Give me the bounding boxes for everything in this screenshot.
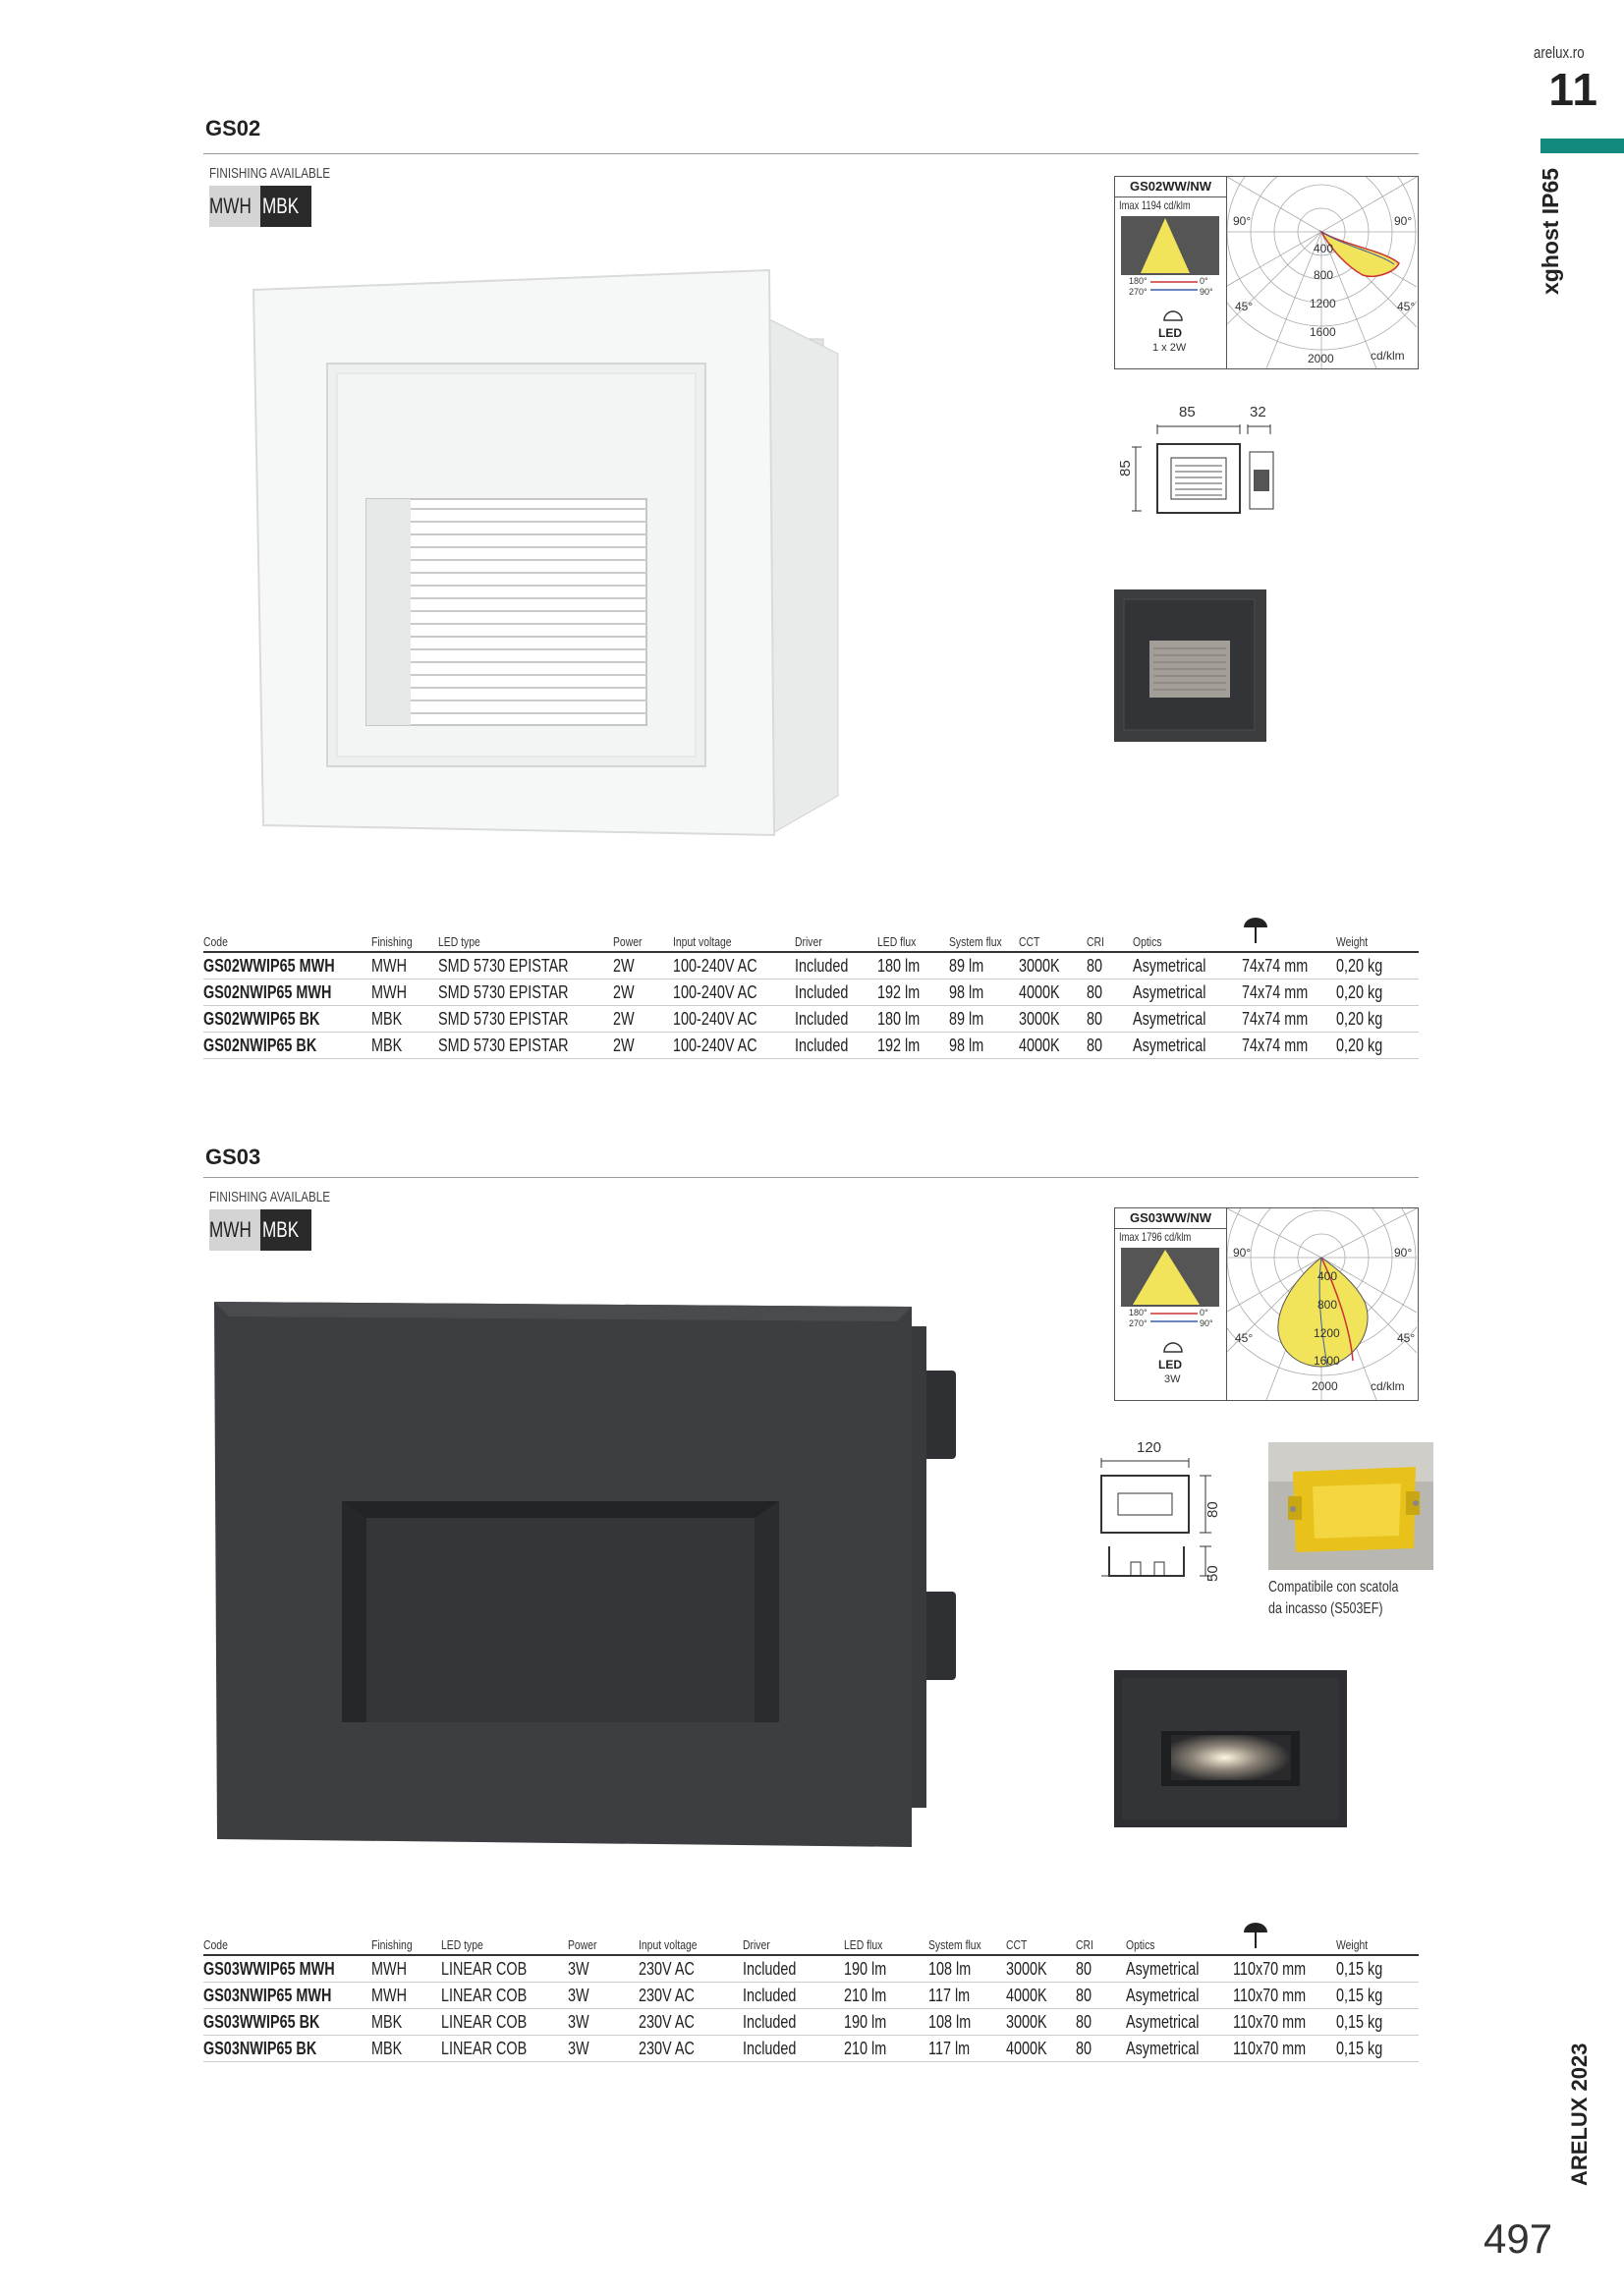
gs02-table-cell: 180 lm bbox=[877, 1006, 949, 1033]
gs02-table-cell: Asymetrical bbox=[1133, 1033, 1242, 1059]
gs02-unit: cd/klm bbox=[1371, 349, 1405, 363]
gs02-legend-b2: 90° bbox=[1200, 287, 1213, 297]
gs03-table-cell: 230V AC bbox=[639, 2009, 743, 2036]
gs02-table-cell: 98 lm bbox=[949, 980, 1019, 1006]
gs03-table-cell: LINEAR COB bbox=[441, 1955, 568, 1983]
gs02-spec-table bbox=[203, 927, 1419, 1059]
gs02-table-cell: 4000K bbox=[1019, 980, 1087, 1006]
gs02-table-cell: MWH bbox=[371, 980, 438, 1006]
gs03-table-cell: LINEAR COB bbox=[441, 2009, 568, 2036]
gs03-col-header: Driver bbox=[743, 1931, 844, 1955]
gs02-product-image bbox=[209, 246, 877, 884]
gs03-legend-b: 270° bbox=[1129, 1318, 1148, 1328]
gs03-table-cell: 117 lm bbox=[928, 2036, 1006, 2062]
gs02-table-cell: 0,20 kg bbox=[1336, 980, 1419, 1006]
gs02-dim-depth: 32 bbox=[1250, 404, 1266, 420]
gs03-angle-90-left: 90° bbox=[1233, 1246, 1252, 1260]
gs03-table-cell: 3000K bbox=[1006, 2009, 1076, 2036]
gs02-table-cell: SMD 5730 EPISTAR bbox=[438, 1033, 614, 1059]
gs02-table-cell: 2W bbox=[613, 952, 673, 980]
gs03-lit-variant-image bbox=[1114, 1670, 1347, 1827]
gs02-legend-a2: 0° bbox=[1200, 276, 1208, 286]
gs03-photometric-code: GS03WW/NW bbox=[1115, 1208, 1226, 1229]
gs02-table-cell: 74x74 mm bbox=[1242, 952, 1336, 980]
gs02-table-row bbox=[203, 1006, 1419, 1033]
gs02-col-header: Input voltage bbox=[673, 927, 795, 952]
gs03-table-cell: 230V AC bbox=[639, 1955, 743, 1983]
gs02-col-header: Driver bbox=[795, 927, 877, 952]
gs02-table-cell: Included bbox=[795, 980, 877, 1006]
gs03-ring-800: 800 bbox=[1317, 1298, 1338, 1312]
gs02-dimension-drawing bbox=[1130, 422, 1277, 516]
gs03-angle-90-right: 90° bbox=[1394, 1246, 1413, 1260]
gs02-product-code: GS02WWIP65 MWH bbox=[203, 952, 371, 980]
gs02-col-header: Finishing bbox=[371, 927, 438, 952]
gs03-table-cell: Included bbox=[743, 1983, 844, 2009]
gs03-col-header: LED type bbox=[441, 1931, 568, 1955]
gs02-ring-1200: 1200 bbox=[1310, 297, 1336, 310]
gs03-col-header bbox=[1233, 1931, 1337, 1955]
gs02-led-label: LED bbox=[1158, 326, 1182, 340]
gs02-imax: Imax 1194 cd/klm bbox=[1119, 198, 1191, 212]
gs03-table-cell: 80 bbox=[1076, 1983, 1126, 2009]
gs02-ring-800: 800 bbox=[1314, 268, 1334, 282]
gs02-col-header: CCT bbox=[1019, 927, 1087, 952]
gs02-table-row bbox=[203, 952, 1419, 980]
gs03-box-caption-line1: Compatibile con scatola bbox=[1268, 1579, 1399, 1596]
gs03-col-header: Power bbox=[568, 1931, 639, 1955]
gs02-table-cell: Included bbox=[795, 1033, 877, 1059]
gs03-angle-45-right: 45° bbox=[1397, 1331, 1416, 1345]
gs03-table-cell: 3W bbox=[568, 1955, 639, 1983]
gs03-col-header: System flux bbox=[928, 1931, 1006, 1955]
gs03-legend-a: 180° bbox=[1129, 1308, 1148, 1317]
gs03-finishing-label: FINISHING AVAILABLE bbox=[209, 1189, 331, 1205]
gs03-table-cell: MWH bbox=[371, 1983, 441, 2009]
gs02-col-header: Power bbox=[613, 927, 673, 952]
gs02-col-header: LED flux bbox=[877, 927, 949, 952]
gs02-table-cell: 98 lm bbox=[949, 1033, 1019, 1059]
gs02-dim-height: 85 bbox=[1117, 460, 1134, 476]
gs02-legend-lines bbox=[1150, 279, 1200, 293]
gs03-table-cell: 110x70 mm bbox=[1233, 1955, 1337, 1983]
gs03-col-header: CCT bbox=[1006, 1931, 1076, 1955]
gs02-col-header: LED type bbox=[438, 927, 614, 952]
gs02-dim-width: 85 bbox=[1179, 404, 1196, 420]
gs02-table-row bbox=[203, 980, 1419, 1006]
gs02-table-cell: 100-240V AC bbox=[673, 1033, 795, 1059]
gs02-table-cell: 180 lm bbox=[877, 952, 949, 980]
gs02-table-cell: 89 lm bbox=[949, 1006, 1019, 1033]
gs03-product-image bbox=[209, 1297, 966, 1857]
gs02-col-header bbox=[1242, 927, 1336, 952]
gs03-legend-b2: 90° bbox=[1200, 1318, 1213, 1328]
gs03-table-row bbox=[203, 1955, 1419, 1983]
gs02-product-code: GS02NWIP65 BK bbox=[203, 1033, 371, 1059]
gs02-table-cell: SMD 5730 EPISTAR bbox=[438, 952, 614, 980]
gs03-table-cell: 3W bbox=[568, 1983, 639, 2009]
gs03-table-cell: Asymetrical bbox=[1126, 1955, 1232, 1983]
series-name: xghost IP65 bbox=[1538, 167, 1563, 295]
gs02-col-header: Weight bbox=[1336, 927, 1419, 952]
gs02-table-cell: Asymetrical bbox=[1133, 1006, 1242, 1033]
gs03-spec-table bbox=[203, 1931, 1419, 2062]
gs02-angle-45-left: 45° bbox=[1235, 300, 1254, 313]
gs03-dim-height: 80 bbox=[1204, 1501, 1221, 1518]
gs02-table-cell: SMD 5730 EPISTAR bbox=[438, 980, 614, 1006]
gs03-power-label: 3W bbox=[1164, 1373, 1181, 1385]
gs02-black-variant-image bbox=[1114, 589, 1266, 742]
gs03-table-cell: MBK bbox=[371, 2036, 441, 2062]
gs02-finish-mwh: MWH bbox=[209, 186, 260, 227]
gs03-dim-depth: 50 bbox=[1204, 1565, 1221, 1582]
gs03-product-code: GS03WWIP65 BK bbox=[203, 2009, 371, 2036]
gs03-table-cell: 110x70 mm bbox=[1233, 2009, 1337, 2036]
gs02-table-cell: 0,20 kg bbox=[1336, 1033, 1419, 1059]
gs03-table-cell: MWH bbox=[371, 1955, 441, 1983]
gs02-beam-icon bbox=[1121, 216, 1219, 275]
gs02-table-cell: 2W bbox=[613, 1006, 673, 1033]
catalog-brand: ARELUX 2023 bbox=[1567, 2043, 1592, 2186]
gs02-rule bbox=[203, 153, 1419, 154]
gs03-table-cell: 110x70 mm bbox=[1233, 2036, 1337, 2062]
gs03-angle-45-left: 45° bbox=[1235, 1331, 1254, 1345]
gs03-table-cell: 3W bbox=[568, 2009, 639, 2036]
gs03-col-header: Weight bbox=[1336, 1931, 1419, 1955]
gs02-table-cell: 3000K bbox=[1019, 1006, 1087, 1033]
gs03-table-cell: 80 bbox=[1076, 1955, 1126, 1983]
gs03-product-code: GS03NWIP65 MWH bbox=[203, 1983, 371, 2009]
gs02-table-cell: 74x74 mm bbox=[1242, 980, 1336, 1006]
gs02-table-row bbox=[203, 1033, 1419, 1059]
gs03-table-cell: 210 lm bbox=[844, 2036, 928, 2062]
gs02-table-cell: 80 bbox=[1087, 952, 1132, 980]
gs03-table-cell: 190 lm bbox=[844, 2009, 928, 2036]
gs02-table-cell: 0,20 kg bbox=[1336, 952, 1419, 980]
page-number: 497 bbox=[1484, 2215, 1553, 2262]
gs02-ring-2000: 2000 bbox=[1308, 352, 1334, 365]
gs03-product-code: GS03NWIP65 BK bbox=[203, 2036, 371, 2062]
gs02-table-cell: 100-240V AC bbox=[673, 952, 795, 980]
gs03-legend-a2: 0° bbox=[1200, 1308, 1208, 1317]
gs03-table-cell: 4000K bbox=[1006, 1983, 1076, 2009]
gs03-table-cell: 80 bbox=[1076, 2036, 1126, 2062]
gs02-angle-90-right: 90° bbox=[1394, 214, 1413, 228]
gs03-legend-lines bbox=[1150, 1311, 1200, 1324]
gs02-table-cell: SMD 5730 EPISTAR bbox=[438, 1006, 614, 1033]
gs02-col-header: Optics bbox=[1133, 927, 1242, 952]
gs02-table-cell: MBK bbox=[371, 1033, 438, 1059]
gs03-led-label: LED bbox=[1158, 1358, 1182, 1372]
gs02-table-cell: 192 lm bbox=[877, 1033, 949, 1059]
gs03-table-cell: 210 lm bbox=[844, 1983, 928, 2009]
gs02-legend-b: 270° bbox=[1129, 287, 1148, 297]
gs03-ring-400: 400 bbox=[1317, 1269, 1338, 1283]
gs03-table-cell: LINEAR COB bbox=[441, 1983, 568, 2009]
gs02-table-cell: 0,20 kg bbox=[1336, 1006, 1419, 1033]
gs03-col-header: Code bbox=[203, 1931, 371, 1955]
gs03-ring-1200: 1200 bbox=[1314, 1326, 1340, 1340]
gs02-photometric-code: GS02WW/NW bbox=[1115, 177, 1226, 197]
gs03-table-cell: 0,15 kg bbox=[1336, 1955, 1419, 1983]
gs02-table-cell: 89 lm bbox=[949, 952, 1019, 980]
gs03-table-cell: LINEAR COB bbox=[441, 2036, 568, 2062]
gs02-table-cell: 80 bbox=[1087, 1006, 1132, 1033]
gs02-table-cell: 3000K bbox=[1019, 952, 1087, 980]
gs03-table-cell: 110x70 mm bbox=[1233, 1983, 1337, 2009]
gs02-table-cell: 80 bbox=[1087, 980, 1132, 1006]
gs02-title: GS02 bbox=[205, 116, 261, 140]
gs03-table-cell: 108 lm bbox=[928, 1955, 1006, 1983]
gs03-installation-box-image bbox=[1268, 1442, 1433, 1570]
gs02-ring-1600: 1600 bbox=[1310, 325, 1336, 339]
gs02-angle-90-left: 90° bbox=[1233, 214, 1252, 228]
gs02-table-cell: Included bbox=[795, 1006, 877, 1033]
gs02-table-cell: 2W bbox=[613, 980, 673, 1006]
gs03-table-cell: 190 lm bbox=[844, 1955, 928, 1983]
gs03-photometric-diagram bbox=[1114, 1207, 1419, 1401]
gs02-col-header: System flux bbox=[949, 927, 1019, 952]
gs02-table-cell: 100-240V AC bbox=[673, 980, 795, 1006]
gs02-table-cell: 74x74 mm bbox=[1242, 1033, 1336, 1059]
gs02-table-cell: 74x74 mm bbox=[1242, 1006, 1336, 1033]
gs02-product-code: GS02WWIP65 BK bbox=[203, 1006, 371, 1033]
gs03-table-cell: Included bbox=[743, 2036, 844, 2062]
gs03-box-caption bbox=[1268, 1577, 1435, 1620]
gs03-ring-1600: 1600 bbox=[1314, 1354, 1340, 1368]
gs03-table-cell: 0,15 kg bbox=[1336, 2009, 1419, 2036]
chapter-accent-bar bbox=[1540, 139, 1624, 153]
gs03-table-cell: Asymetrical bbox=[1126, 1983, 1232, 2009]
gs02-col-header: CRI bbox=[1087, 927, 1132, 952]
gs03-table-cell: Asymetrical bbox=[1126, 2036, 1232, 2062]
gs03-ring-2000: 2000 bbox=[1312, 1379, 1338, 1393]
gs03-dimension-drawing bbox=[1095, 1456, 1233, 1594]
gs03-table-row bbox=[203, 2036, 1419, 2062]
gs03-col-header: LED flux bbox=[844, 1931, 928, 1955]
gs02-finishing-label: FINISHING AVAILABLE bbox=[209, 165, 331, 182]
gs03-title: GS03 bbox=[205, 1145, 261, 1169]
gs03-table-cell: 117 lm bbox=[928, 1983, 1006, 2009]
gs02-finish-mbk: MBK bbox=[260, 186, 311, 227]
gs02-table-cell: Asymetrical bbox=[1133, 952, 1242, 980]
gs02-col-header: Code bbox=[203, 927, 371, 952]
gs03-table-row bbox=[203, 2009, 1419, 2036]
site-url: arelux.ro bbox=[1533, 43, 1585, 62]
gs02-power-label: 1 x 2W bbox=[1152, 342, 1187, 354]
gs03-box-caption-line2: da incasso (S503EF) bbox=[1268, 1600, 1383, 1617]
gs02-table-cell: Included bbox=[795, 952, 877, 980]
gs03-table-cell: 108 lm bbox=[928, 2009, 1006, 2036]
gs03-table-cell: 230V AC bbox=[639, 1983, 743, 2009]
gs02-angle-45-right: 45° bbox=[1397, 300, 1416, 313]
gs02-table-cell: 192 lm bbox=[877, 980, 949, 1006]
gs03-imax: Imax 1796 cd/klm bbox=[1119, 1230, 1192, 1244]
gs03-col-header: Input voltage bbox=[639, 1931, 743, 1955]
gs02-ring-400: 400 bbox=[1314, 242, 1334, 255]
gs03-table-cell: 80 bbox=[1076, 2009, 1126, 2036]
gs03-unit: cd/klm bbox=[1371, 1379, 1405, 1393]
gs02-table-cell: 2W bbox=[613, 1033, 673, 1059]
gs03-table-cell: Included bbox=[743, 1955, 844, 1983]
gs03-table-cell: Included bbox=[743, 2009, 844, 2036]
gs02-product-code: GS02NWIP65 MWH bbox=[203, 980, 371, 1006]
gs03-product-code: GS03WWIP65 MWH bbox=[203, 1955, 371, 1983]
gs03-col-header: Optics bbox=[1126, 1931, 1232, 1955]
gs02-photometric-diagram bbox=[1114, 176, 1419, 369]
gs02-table-cell: Asymetrical bbox=[1133, 980, 1242, 1006]
chapter-number: 11 bbox=[1548, 64, 1598, 115]
gs03-table-cell: 4000K bbox=[1006, 2036, 1076, 2062]
gs03-finish-mwh: MWH bbox=[209, 1209, 260, 1251]
gs03-table-cell: 3000K bbox=[1006, 1955, 1076, 1983]
gs02-table-cell: 100-240V AC bbox=[673, 1006, 795, 1033]
gs03-dim-width: 120 bbox=[1137, 1439, 1162, 1456]
gs03-table-cell: Asymetrical bbox=[1126, 2009, 1232, 2036]
gs03-table-cell: 230V AC bbox=[639, 2036, 743, 2062]
gs03-table-cell: MBK bbox=[371, 2009, 441, 2036]
gs02-table-cell: MBK bbox=[371, 1006, 438, 1033]
gs03-finish-mbk: MBK bbox=[260, 1209, 311, 1251]
gs03-col-header: CRI bbox=[1076, 1931, 1126, 1955]
gs03-rule bbox=[203, 1177, 1419, 1178]
gs02-table-cell: 80 bbox=[1087, 1033, 1132, 1059]
gs03-col-header: Finishing bbox=[371, 1931, 441, 1955]
gs03-table-row bbox=[203, 1983, 1419, 2009]
gs03-table-cell: 0,15 kg bbox=[1336, 2036, 1419, 2062]
gs02-table-cell: MWH bbox=[371, 952, 438, 980]
gs03-table-cell: 0,15 kg bbox=[1336, 1983, 1419, 2009]
gs02-legend-a: 180° bbox=[1129, 276, 1148, 286]
gs03-beam-icon bbox=[1121, 1248, 1219, 1307]
gs03-table-cell: 3W bbox=[568, 2036, 639, 2062]
gs02-table-cell: 4000K bbox=[1019, 1033, 1087, 1059]
